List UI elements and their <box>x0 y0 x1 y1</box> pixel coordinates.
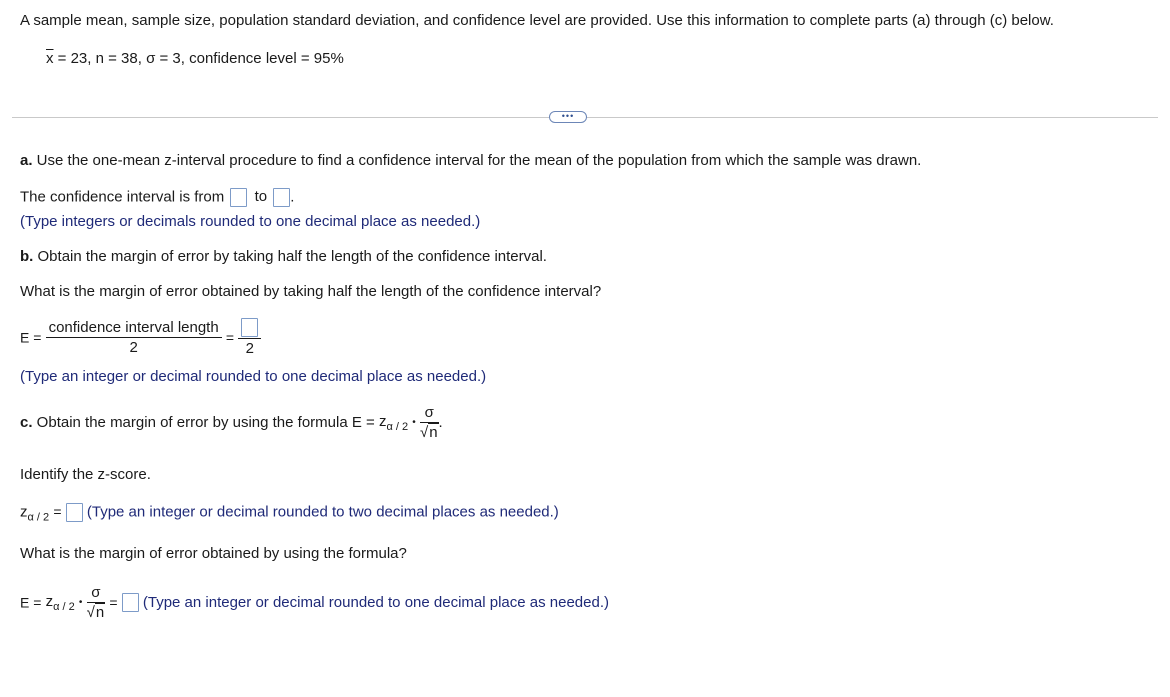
z-alpha-formula <box>378 412 409 433</box>
sqrt-sign: √ <box>419 424 429 441</box>
ci-mid: to <box>254 188 268 206</box>
z-symbol: z <box>378 412 387 430</box>
sqrt-n-denominator-2 <box>87 603 106 621</box>
n-radicand: n <box>429 424 438 441</box>
sigma-numerator: σ <box>420 404 439 423</box>
part-c-text-wrap <box>20 414 375 431</box>
z-score-row <box>20 503 559 523</box>
part-a-hint: (Type integers or decimals rounded to one decimal place as needed.) <box>20 213 481 230</box>
z-subscript-2: α / 2 <box>27 511 50 524</box>
sigma-numerator-2: σ <box>87 584 106 603</box>
ci-prefix: The confidence interval is from <box>20 188 225 206</box>
xbar-symbol: $\overline{x}$ <box>46 50 54 67</box>
n-radicand-2: n <box>95 604 105 621</box>
dot-operator-2: • <box>78 597 83 608</box>
equals-c: = <box>109 594 118 611</box>
fraction-numerator: confidence interval length <box>46 319 222 338</box>
part-b-text: Obtain the margin of error by taking half the length of the confidence interval. <box>33 248 547 265</box>
identify-z: Identify the z-score. <box>20 466 151 483</box>
fraction-input-denominator: 2 <box>245 340 254 357</box>
equals-b: = <box>225 329 235 346</box>
part-b-question: What is the margin of error obtained by taking half the length of the confidence interval? <box>20 283 602 300</box>
margin-of-error-input[interactable] <box>122 593 139 612</box>
e-label-b: E = <box>20 329 42 346</box>
z-equals: = <box>53 503 62 520</box>
e-hint: (Type an integer or decimal rounded to one decimal place as needed.) <box>142 594 609 611</box>
ci-upper-input[interactable] <box>273 188 290 207</box>
part-b-hint: (Type an integer or decimal rounded to one decimal place as needed.) <box>20 368 487 385</box>
given-values-text: = 23, n = 38, σ = 3, confidence level = 95% <box>53 50 344 67</box>
part-b-instruction <box>20 248 547 265</box>
part-c-label: c. <box>20 414 33 431</box>
ci-suffix: . <box>290 188 295 206</box>
given-values <box>46 50 344 67</box>
z-subscript: α / 2 <box>386 420 409 433</box>
part-c-formula-row <box>20 584 609 621</box>
z-symbol-2: z <box>20 503 28 521</box>
fraction-denominator: 2 <box>129 339 138 356</box>
part-a-answer-row <box>20 188 294 207</box>
sigma-over-sqrt-n <box>420 404 439 441</box>
formula-period: . <box>438 414 443 431</box>
part-a-label: a. <box>20 152 33 169</box>
z-symbol-3: z <box>45 592 54 610</box>
sigma-over-sqrt-n-2 <box>87 584 106 621</box>
part-c-question: What is the margin of error obtained by using the formula? <box>20 545 407 562</box>
part-c-instruction <box>20 404 443 441</box>
part-b-label: b. <box>20 248 34 265</box>
part-b-formula <box>20 318 261 357</box>
problem-intro: A sample mean, sample size, population standard deviation, and confidence level are provided. Use this information to complete parts (a) through (c) below. <box>20 12 1054 29</box>
fraction-input-numerator <box>238 318 261 339</box>
part-a-text: Use the one-mean z-interval procedure to find a confidence interval for the mean of the population from which the sample was drawn. <box>32 152 922 169</box>
z-score-input[interactable] <box>66 503 83 522</box>
sqrt-n-denominator <box>420 423 439 441</box>
part-c-text: Obtain the margin of error by using the formula E = <box>32 414 375 431</box>
z-subscript-3: α / 2 <box>53 600 75 613</box>
ci-lower-input[interactable] <box>230 188 247 207</box>
fraction-input <box>238 318 261 357</box>
part-a-question <box>20 152 921 169</box>
dot-operator: • <box>412 417 416 428</box>
e-label-c: E = <box>20 594 42 611</box>
z-alpha-formula-2 <box>45 592 75 613</box>
ci-length-input[interactable] <box>241 318 258 337</box>
z-hint: (Type an integer or decimal rounded to two decimal places as needed.) <box>86 503 559 521</box>
sqrt-sign-2: √ <box>86 604 95 621</box>
more-options-button[interactable]: ••• <box>549 111 587 123</box>
fraction-ci-length <box>46 319 222 356</box>
